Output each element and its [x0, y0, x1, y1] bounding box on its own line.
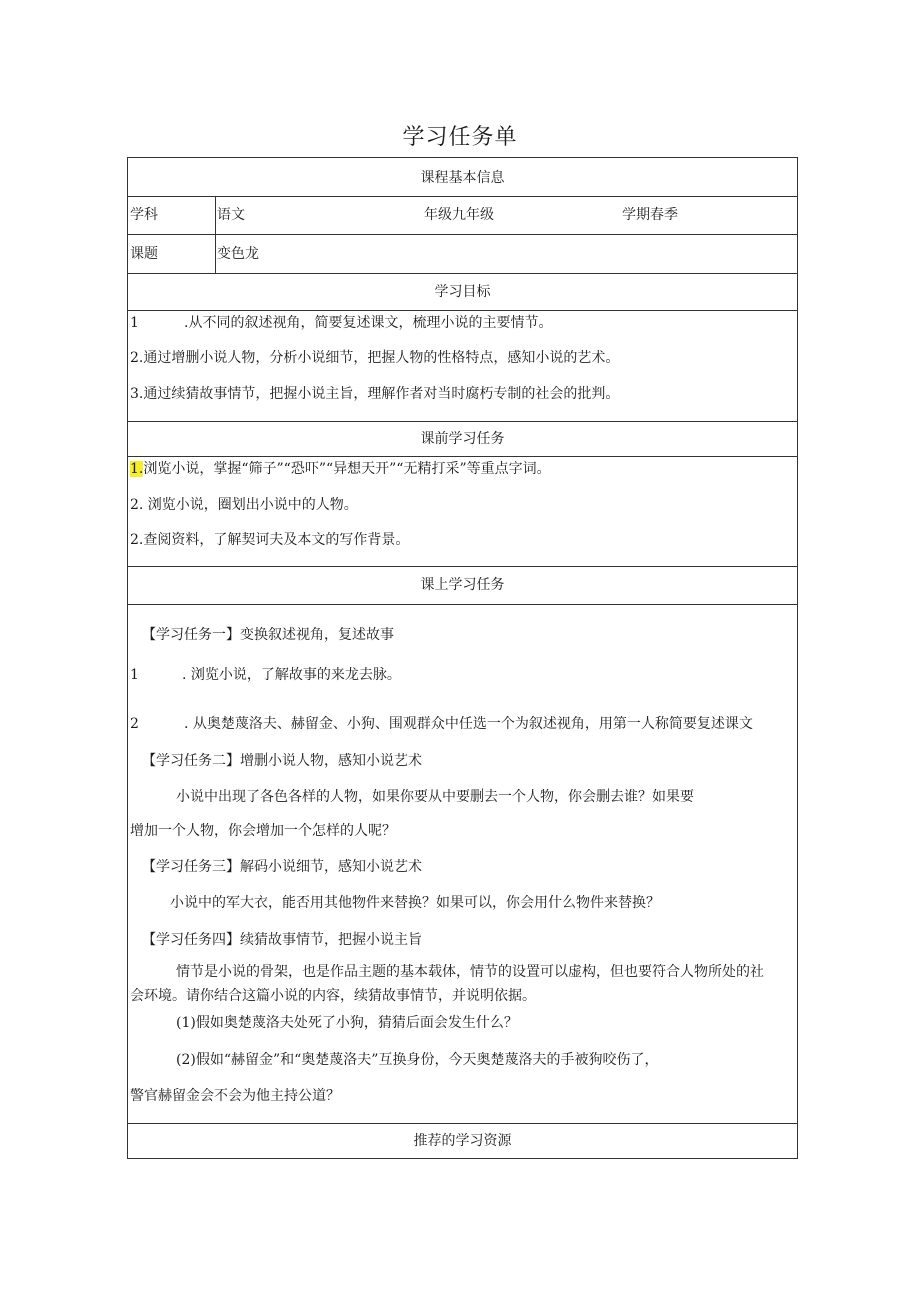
task2-text: 增加一个人物，你会增加一个怎样的人呢？	[130, 823, 396, 839]
in-class-header: 课上学习任务	[420, 577, 505, 593]
task4-text: 会环境。请你结合这篇小说的内容，续猜故事情节，并说明依据。	[130, 988, 536, 1004]
row-divider	[128, 310, 797, 311]
row-divider	[128, 1123, 797, 1124]
task1-item-number: 1	[130, 667, 139, 683]
objective-number: 1	[130, 315, 139, 331]
term-field: 学期春季	[622, 207, 678, 223]
row-divider	[128, 421, 797, 422]
task2-text: 小说中出现了各色各样的人物，如果你要从中要删去一个人物，你会删去谁？如果要	[176, 789, 694, 805]
row-divider	[128, 196, 797, 197]
pre-class-item-text: 浏览小说，掌握“筛子”“恐吓”“异想天开”“无精打采”等重点字词。	[143, 461, 551, 477]
task4-title: 【学习任务四】续猜故事情节，把握小说主旨	[142, 932, 422, 948]
task-sheet-table	[127, 157, 798, 1159]
row-divider	[128, 566, 797, 567]
task3-text: 小说中的军大衣，能否用其他物件来替换？如果可以，你会用什么物件来替换？	[170, 895, 660, 911]
topic-value: 变色龙	[217, 246, 259, 262]
subject-label: 学科	[130, 207, 158, 223]
task4-question: (2)假如“赫留金”和“奥楚蔑洛夫”互换身份，今天奥楚蔑洛夫的手被狗咬伤了，	[176, 1052, 659, 1068]
pre-class-item	[130, 460, 551, 478]
task1-title: 【学习任务一】变换叙述视角，复述故事	[142, 627, 394, 643]
row-divider	[128, 234, 797, 235]
basic-info-header: 课程基本信息	[420, 170, 505, 186]
task3-title: 【学习任务三】解码小说细节，感知小说艺术	[142, 859, 422, 875]
objective-item: 2.通过增删小说人物，分析小说细节，把握人物的性格特点，感知小说的艺术。	[130, 350, 620, 366]
column-divider	[215, 196, 216, 273]
objective-item: .从不同的叙述视角，简要复述课文，梳理小说的主要情节。	[184, 315, 553, 331]
task1-item: . 浏览小说，了解故事的来龙去脉。	[182, 667, 401, 683]
task4-question: (1)假如奥楚蔑洛夫处死了小狗，猜猜后面会发生什么？	[176, 1015, 518, 1031]
row-divider	[128, 273, 797, 274]
resources-header: 推荐的学习资源	[413, 1133, 512, 1149]
subject-value: 语文	[217, 207, 245, 223]
task1-item-number: 2	[130, 716, 139, 732]
row-divider	[128, 456, 797, 457]
objectives-header: 学习目标	[434, 284, 491, 300]
topic-label: 课题	[130, 246, 158, 262]
page-title: 学习任务单	[402, 125, 518, 150]
highlighted-number: 1.	[130, 461, 144, 477]
task4-text: 情节是小说的骨架，也是作品主题的基本载体，情节的设置可以虚构，但也要符合人物所处的社	[176, 964, 764, 980]
task2-title: 【学习任务二】增删小说人物，感知小说艺术	[142, 753, 422, 769]
task4-question: 警官赫留金会不会为他主持公道？	[130, 1088, 340, 1104]
pre-class-header: 课前学习任务	[420, 431, 505, 447]
pre-class-item: 2. 浏览小说，圈划出小说中的人物。	[130, 497, 358, 513]
objective-item: 3.通过续猜故事情节，把握小说主旨，理解作者对当时腐朽专制的社会的批判。	[130, 386, 620, 402]
grade-field: 年级九年级	[424, 207, 494, 223]
task1-item: . 从奥楚蔑洛夫、赫留金、小狗、围观群众中任选一个为叙述视角，用第一人称简要复述课文	[184, 716, 753, 732]
row-divider	[128, 604, 797, 605]
pre-class-item: 2.查阅资料，了解契诃夫及本文的写作背景。	[130, 532, 410, 548]
